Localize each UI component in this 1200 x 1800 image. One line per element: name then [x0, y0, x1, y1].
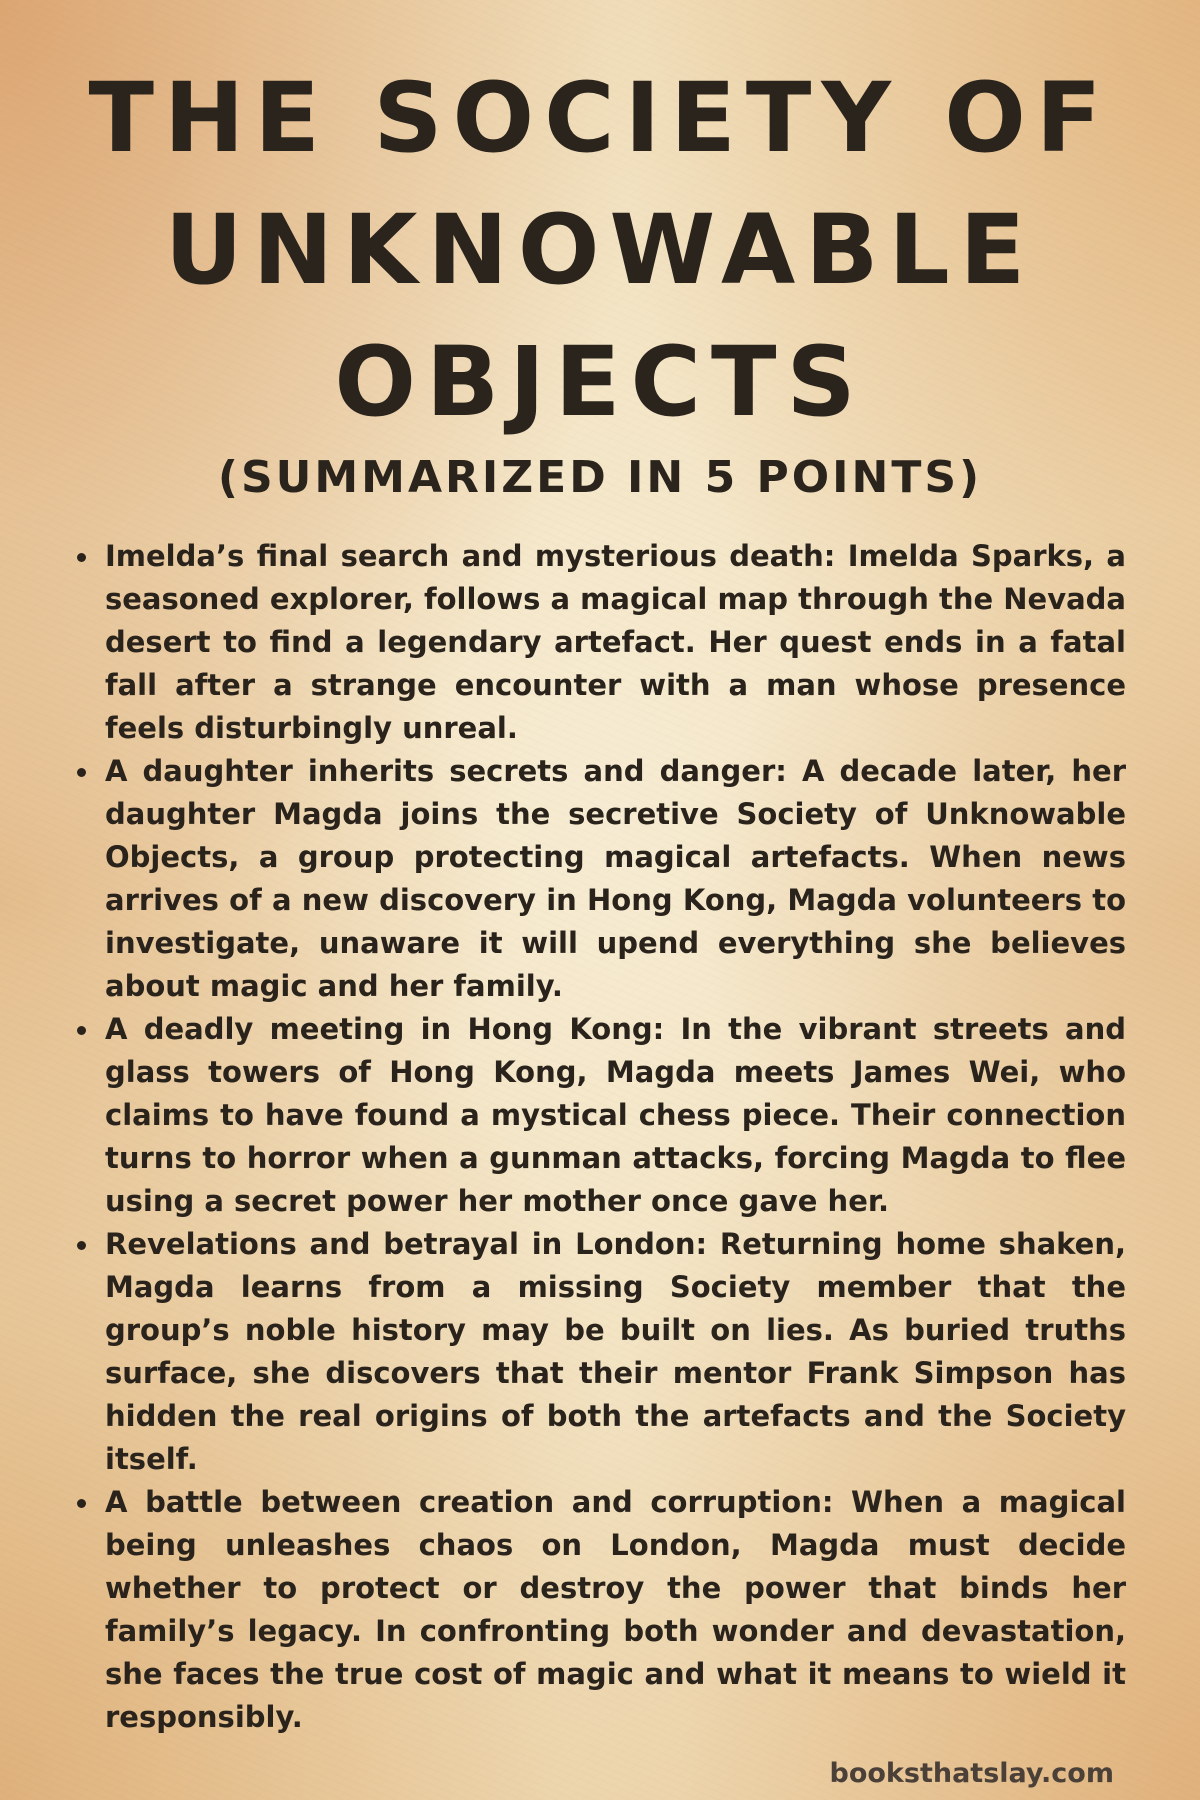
bullet-icon: [77, 1026, 86, 1035]
summary-point: [72, 750, 1126, 1008]
summary-point-text: Revelations and betrayal in London: Returning home shaken, Magda learns from a missing Society member that the group’s noble history may be built on lies. As buried truths surface, she discovers that their mentor Frank Simpson has hidden the real origins of both the artefacts and the Society itself.: [105, 1227, 1126, 1476]
summary-point: [72, 535, 1126, 750]
website-credit: booksthatslay.com: [829, 1758, 1114, 1789]
summary-point: [72, 1481, 1126, 1739]
title-line-2: UNKNOWABLE: [164, 194, 1036, 306]
summary-point-text: A deadly meeting in Hong Kong: In the vibrant streets and glass towers of Hong Kong, Magda meets James Wei, who claims to have found a mystical chess piece. Their connection turns to horror when a gunman attacks, forcing Magda to flee using a secret power her mother once gave her.: [105, 1012, 1126, 1218]
title-line-3: OBJECTS: [334, 326, 866, 438]
page-title: [0, 52, 1200, 448]
summary-point-text: A daughter inherits secrets and danger: A decade later, her daughter Magda joins the secretive Society of Unknowable Objects, a group protecting magical artefacts. When news arrives of a new discovery in Hong Kong, Magda volunteers to investigate, unaware it will upend everything she believes about magic and her family.: [105, 754, 1126, 1003]
summary-point-text: A battle between creation and corruption: When a magical being unleashes chaos on London, Magda must decide whether to protect or destroy the power that binds her family’s legacy. In confronting both wonder and devastation, she faces the true cost of magic and what it means to wield it responsibly.: [105, 1485, 1126, 1734]
bullet-icon: [77, 553, 86, 562]
summary-point-text: Imelda’s final search and mysterious death: Imelda Sparks, a seasoned explorer, follows a magical map through the Nevada desert to find a legendary artefact. Her quest ends in a fatal fall after a strange encounter with a man whose presence feels disturbingly unreal.: [105, 539, 1126, 745]
summary-points-list: [72, 535, 1126, 1739]
summary-point: [72, 1223, 1126, 1481]
subtitle: (SUMMARIZED IN 5 POINTS): [217, 452, 983, 503]
bullet-icon: [77, 1241, 86, 1250]
bullet-icon: [77, 1499, 86, 1508]
bullet-icon: [77, 768, 86, 777]
summary-point: [72, 1008, 1126, 1223]
title-line-1: THE SOCIETY OF: [88, 62, 1112, 174]
